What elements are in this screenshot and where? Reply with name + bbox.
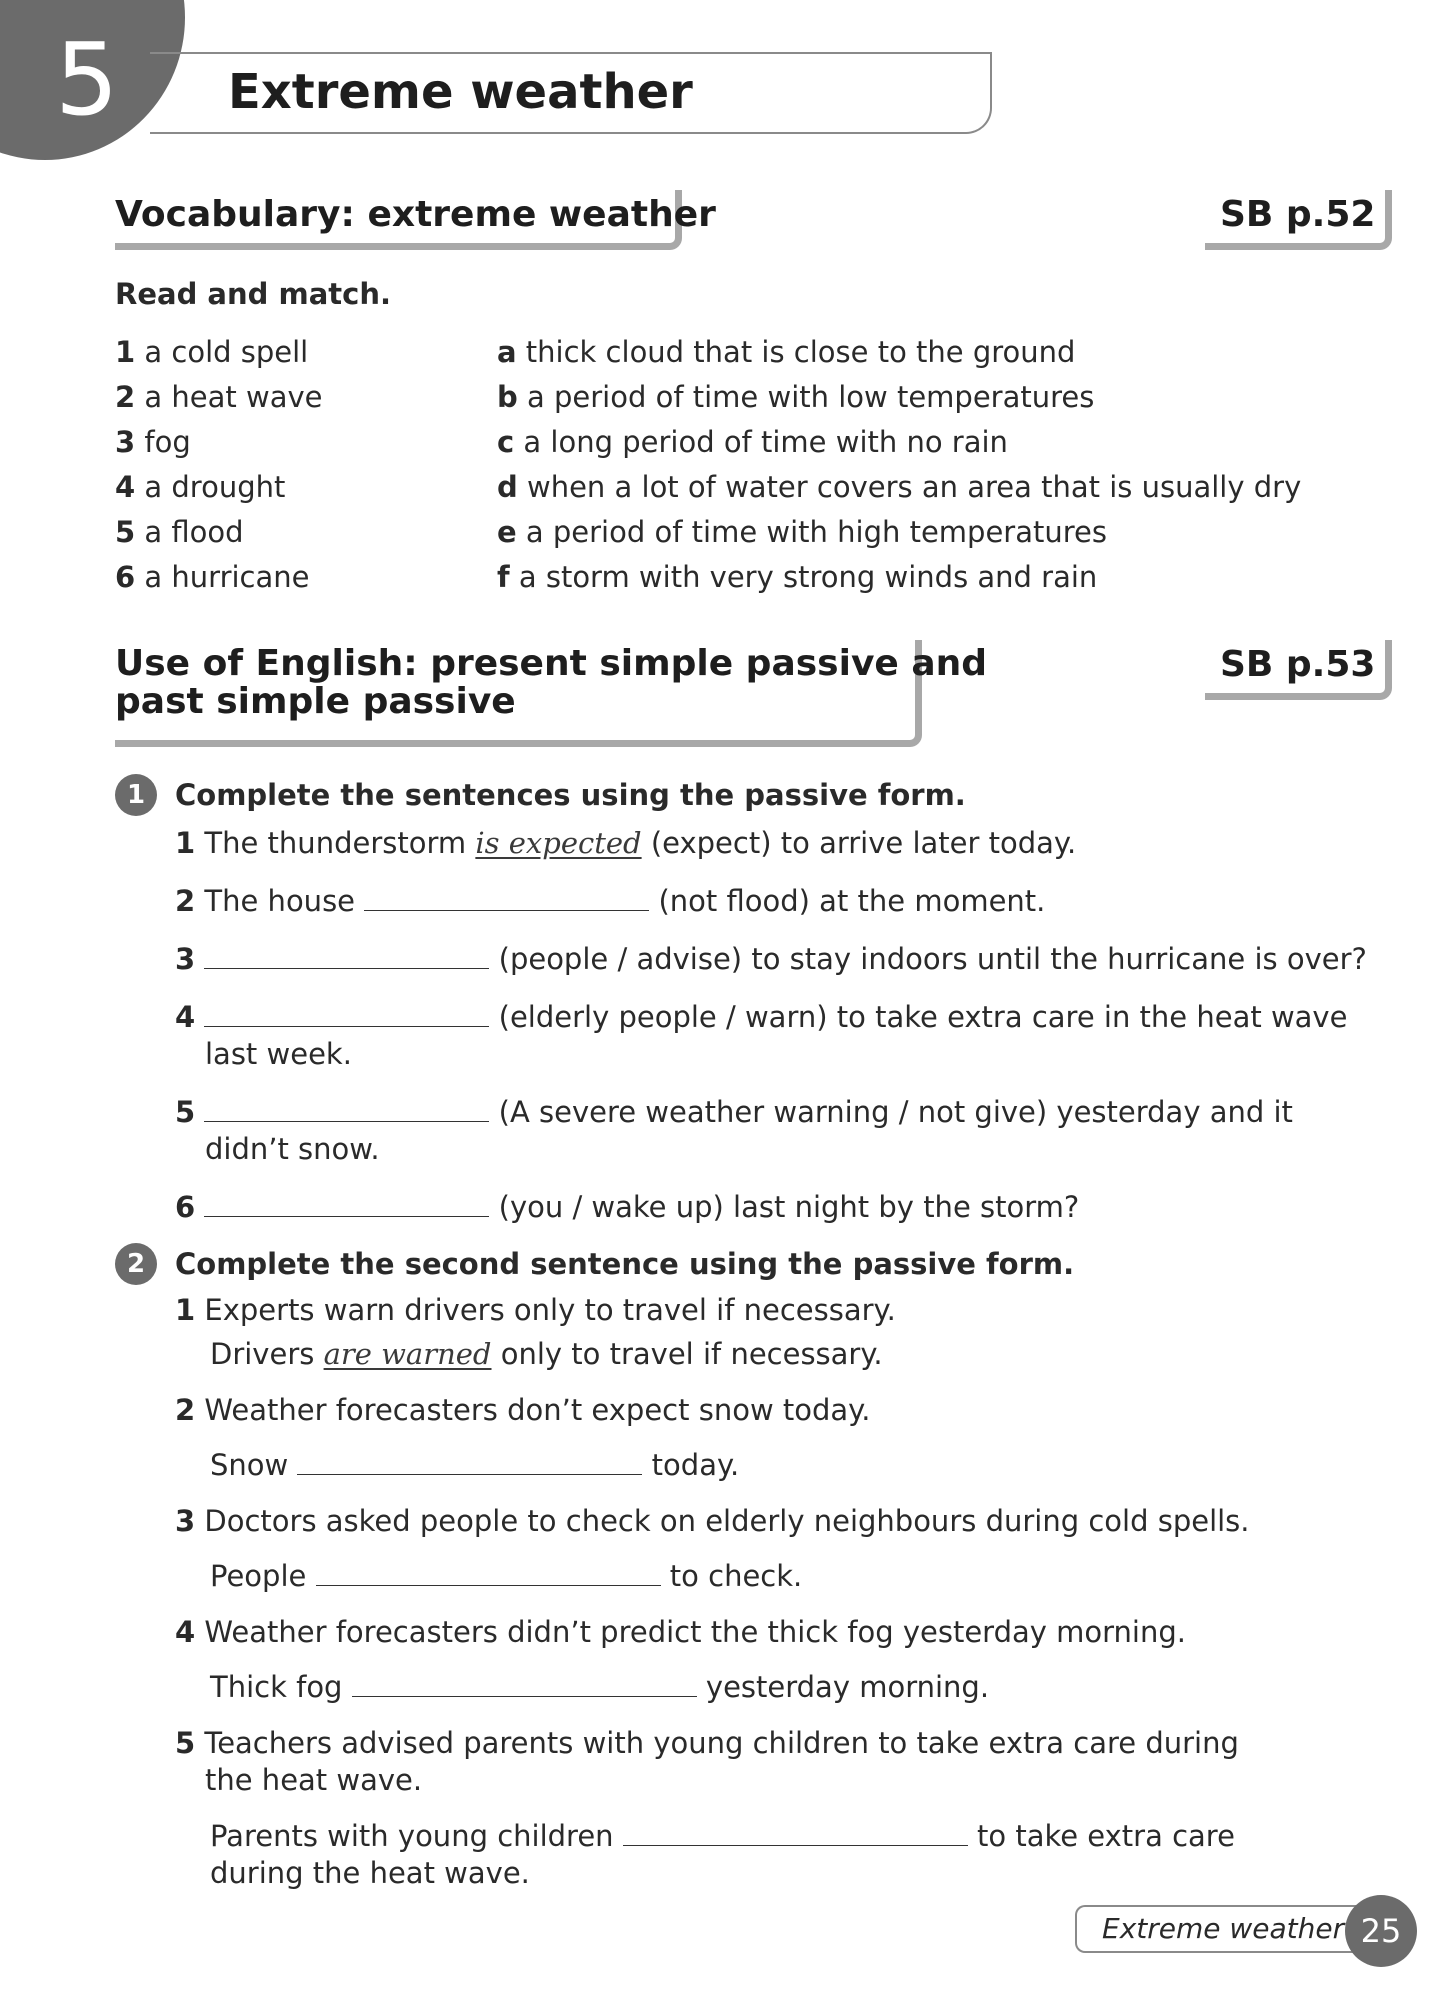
term-number: 4 — [115, 470, 136, 504]
exercise-1-instruction: Complete the sentences using the passive form. — [175, 778, 966, 812]
ex2-item-3-prompt — [175, 1503, 1250, 1539]
term-text: a cold spell — [144, 335, 309, 369]
item-number: 1 — [175, 1293, 196, 1327]
definition-letter: e — [497, 515, 517, 549]
answer-blank[interactable] — [204, 967, 489, 969]
item-prompt: Experts warn drivers only to travel if necessary. — [204, 1293, 896, 1327]
ex1-item-6 — [175, 1189, 1079, 1225]
uoe-sb-ref: SB p.53 — [1220, 644, 1376, 685]
definition-item — [497, 559, 1301, 604]
vocab-terms — [115, 334, 322, 604]
item-number: 6 — [175, 1190, 196, 1224]
vocab-title: Vocabulary: extreme weather — [115, 194, 716, 235]
definition-text: when a lot of water covers an area that is usually dry — [526, 470, 1302, 504]
term-text: a drought — [144, 470, 286, 504]
exercise-2-instruction: Complete the second sentence using the passive form. — [175, 1247, 1075, 1281]
item-number: 4 — [175, 1615, 196, 1649]
ex1-item-4-cont: last week. — [205, 1037, 352, 1071]
unit-number: 5 — [55, 21, 119, 138]
item-text: (not flood) at the moment. — [649, 884, 1046, 918]
term-item — [115, 424, 322, 469]
term-item — [115, 514, 322, 559]
ex1-item-3 — [175, 941, 1367, 977]
item-number: 5 — [175, 1095, 196, 1129]
ex2-item-5-answer-cont: during the heat wave. — [210, 1856, 530, 1890]
item-text: (people / advise) to stay indoors until the hurricane is over? — [489, 942, 1367, 976]
item-text: yesterday morning. — [696, 1670, 990, 1704]
item-text: to take extra care — [967, 1819, 1235, 1853]
term-number: 5 — [115, 515, 136, 549]
ex1-item-4 — [175, 999, 1347, 1035]
vocab-sb-ref: SB p.52 — [1220, 194, 1376, 235]
answer-blank[interactable] — [316, 1584, 661, 1586]
footer-unit-label: Extreme weather — [1102, 1912, 1345, 1945]
answer-blank[interactable] — [364, 909, 649, 911]
exercise-1-number: 1 — [115, 774, 157, 816]
item-number: 4 — [175, 1000, 196, 1034]
unit-title: Extreme weather — [228, 64, 693, 120]
exercise-2-number: 2 — [115, 1243, 157, 1285]
answer-blank[interactable] — [297, 1473, 642, 1475]
item-text: (expect) to arrive later today. — [641, 826, 1077, 860]
definition-item — [497, 334, 1301, 379]
term-item — [115, 379, 322, 424]
ex2-item-4-answer-line — [210, 1669, 989, 1705]
item-text: (you / wake up) last night by the storm? — [489, 1190, 1080, 1224]
answer-blank[interactable] — [204, 1025, 489, 1027]
item-prompt: Weather forecasters don’t expect snow today. — [204, 1393, 871, 1427]
answer-blank[interactable] — [352, 1695, 697, 1697]
uoe-title-line2: past simple passive — [115, 681, 516, 722]
ex2-item-1-prompt — [175, 1292, 896, 1328]
definition-item — [497, 424, 1301, 469]
page-number: 25 — [1345, 1895, 1417, 1967]
definition-text: a period of time with high temperatures — [525, 515, 1107, 549]
example-answer: is expected — [475, 826, 642, 860]
vocab-definitions — [497, 334, 1301, 604]
item-text: The thunderstorm — [204, 826, 476, 860]
definition-text: a long period of time with no rain — [523, 425, 1008, 459]
item-number: 2 — [175, 884, 196, 918]
ex1-item-2 — [175, 883, 1045, 919]
term-text: a hurricane — [144, 560, 310, 594]
term-text: a heat wave — [144, 380, 323, 414]
item-number: 3 — [175, 942, 196, 976]
term-item — [115, 334, 322, 379]
definition-letter: f — [497, 560, 510, 594]
ex2-item-2-answer-line — [210, 1447, 739, 1483]
uoe-title-line1: Use of English: present simple passive and — [115, 643, 988, 684]
definition-letter: a — [497, 335, 517, 369]
item-text: Thick fog — [210, 1670, 352, 1704]
vocab-instruction: Read and match. — [115, 277, 391, 311]
definition-item — [497, 514, 1301, 559]
definition-text: a storm with very strong winds and rain — [518, 560, 1098, 594]
item-text: today. — [642, 1448, 740, 1482]
ex2-item-1-answer-line — [210, 1336, 883, 1372]
item-prompt: Weather forecasters didn’t predict the thick fog yesterday morning. — [204, 1615, 1186, 1649]
item-number: 5 — [175, 1726, 196, 1760]
ex2-item-4-prompt — [175, 1614, 1186, 1650]
term-item — [115, 469, 322, 514]
term-item — [115, 559, 322, 604]
definition-letter: b — [497, 380, 518, 414]
definition-item — [497, 379, 1301, 424]
item-prompt: Doctors asked people to check on elderly neighbours during cold spells. — [204, 1504, 1250, 1538]
term-number: 6 — [115, 560, 136, 594]
item-text: Parents with young children — [210, 1819, 623, 1853]
item-text: The house — [204, 884, 365, 918]
definition-letter: d — [497, 470, 518, 504]
item-text: Drivers — [210, 1337, 324, 1371]
answer-blank[interactable] — [204, 1215, 489, 1217]
ex1-item-5-cont: didn’t snow. — [205, 1132, 380, 1166]
item-text: People — [210, 1559, 316, 1593]
definition-text: thick cloud that is close to the ground — [525, 335, 1076, 369]
ex1-item-1 — [175, 825, 1076, 861]
ex2-item-3-answer-line — [210, 1558, 802, 1594]
definition-item — [497, 469, 1301, 514]
item-text: to check. — [660, 1559, 803, 1593]
item-number: 1 — [175, 826, 196, 860]
item-prompt: Teachers advised parents with young children to take extra care during — [204, 1726, 1239, 1760]
ex1-item-5 — [175, 1094, 1293, 1130]
definition-letter: c — [497, 425, 515, 459]
term-number: 3 — [115, 425, 136, 459]
definition-text: a period of time with low temperatures — [526, 380, 1095, 414]
item-text: (elderly people / warn) to take extra care in the heat wave — [489, 1000, 1348, 1034]
item-text: Snow — [210, 1448, 298, 1482]
ex2-item-5-prompt-cont: the heat wave. — [205, 1763, 423, 1797]
example-answer: are warned — [323, 1337, 492, 1371]
item-number: 3 — [175, 1504, 196, 1538]
answer-blank[interactable] — [204, 1120, 489, 1122]
term-number: 1 — [115, 335, 136, 369]
term-text: a flood — [144, 515, 244, 549]
item-text: only to travel if necessary. — [491, 1337, 883, 1371]
ex2-item-5-prompt — [175, 1725, 1239, 1761]
ex2-item-2-prompt — [175, 1392, 870, 1428]
item-text: (A severe weather warning / not give) yesterday and it — [489, 1095, 1293, 1129]
term-number: 2 — [115, 380, 136, 414]
item-number: 2 — [175, 1393, 196, 1427]
ex2-item-5-answer-line — [210, 1818, 1235, 1854]
answer-blank[interactable] — [623, 1844, 968, 1846]
term-text: fog — [144, 425, 191, 459]
